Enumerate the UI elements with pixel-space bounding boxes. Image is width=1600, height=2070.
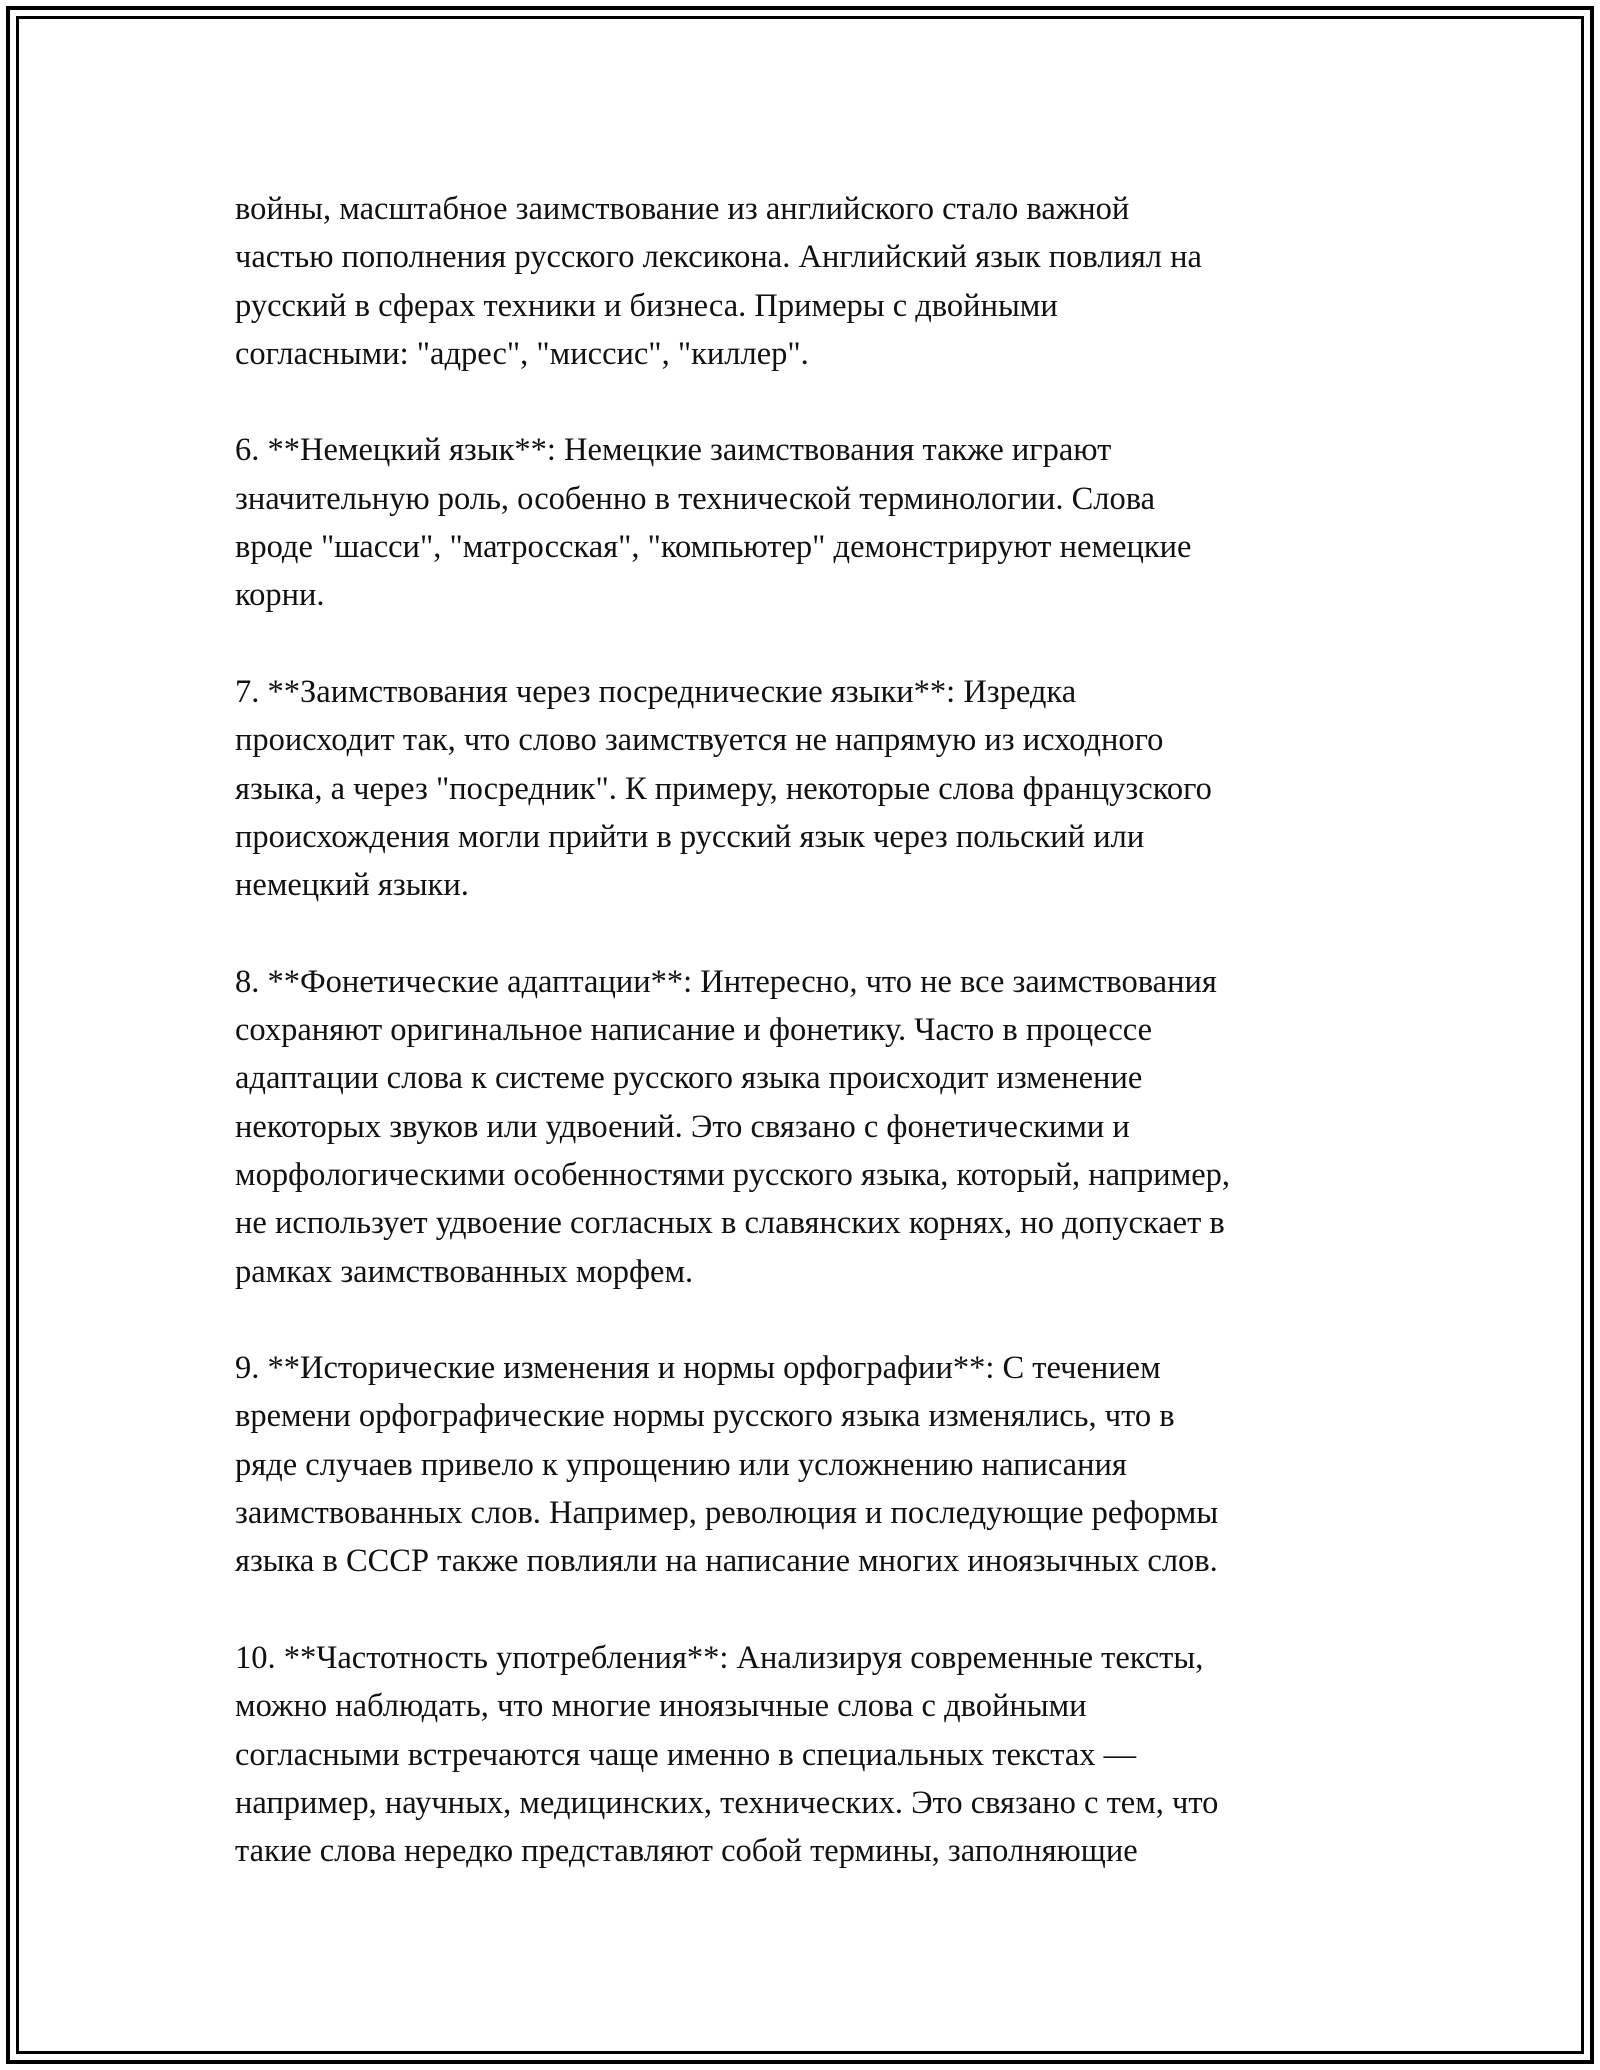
paragraph-intermediary-languages: 7. **Заимствования через посреднические языки**: Изредка происходит так, что слово заимствуется не напрямую из исходного языка, а через "посредник". К примеру, некоторые слова французского происхождения могли прийти в русский язык через польский или немецкий языки.: [235, 673, 1212, 904]
paragraph-german-language: 6. **Немецкий язык**: Немецкие заимствования также играют значительную роль, особенно в технической терминологии. Слова вроде "шасси", "матросская", "компьютер" демонстрируют немецкие корни.: [235, 432, 1192, 614]
paragraph-usage-frequency: 10. **Частотность употребления**: Анализируя современные тексты, можно наблюдать, что многие иноязычные слова с двойными согласными встречаются чаще именно в специальных текстах — например, научных, медицинских, технических. Это связано с тем, что такие слова нередко представляют собой термины, заполняющие: [235, 1639, 1219, 1870]
document-body: [235, 185, 1375, 1924]
paragraph-phonetic-adaptations: 8. **Фонетические адаптации**: Интересно, что не все заимствования сохраняют оригинальное написание и фонетику. Часто в процессе адаптации слова к системе русского языка происходит изменение некоторых звуков или удвоений. Это связано с фонетическими и морфологическими особенностями русского языка, который, например, не использует удвоение согласных в славянских корнях, но допускает в рамках заимствованных морфем.: [235, 963, 1231, 1290]
paragraph-historical-changes: 9. **Исторические изменения и нормы орфографии**: С течением времени орфографические нормы русского языка изменялись, что в ряде случаев привело к упрощению или усложнению написания заимствованных слов. Например, революция и последующие реформы языка в СССР также повлияли на написание многих иноязычных слов.: [235, 1350, 1219, 1580]
paragraph-english-borrowings-end: войны, масштабное заимствование из английского стало важной частью пополнения русского лексикона. Английский язык повлиял на русский в сферах техники и бизнеса. Примеры с двойными согласными: "адрес", "миссис", "киллер".: [235, 191, 1202, 372]
